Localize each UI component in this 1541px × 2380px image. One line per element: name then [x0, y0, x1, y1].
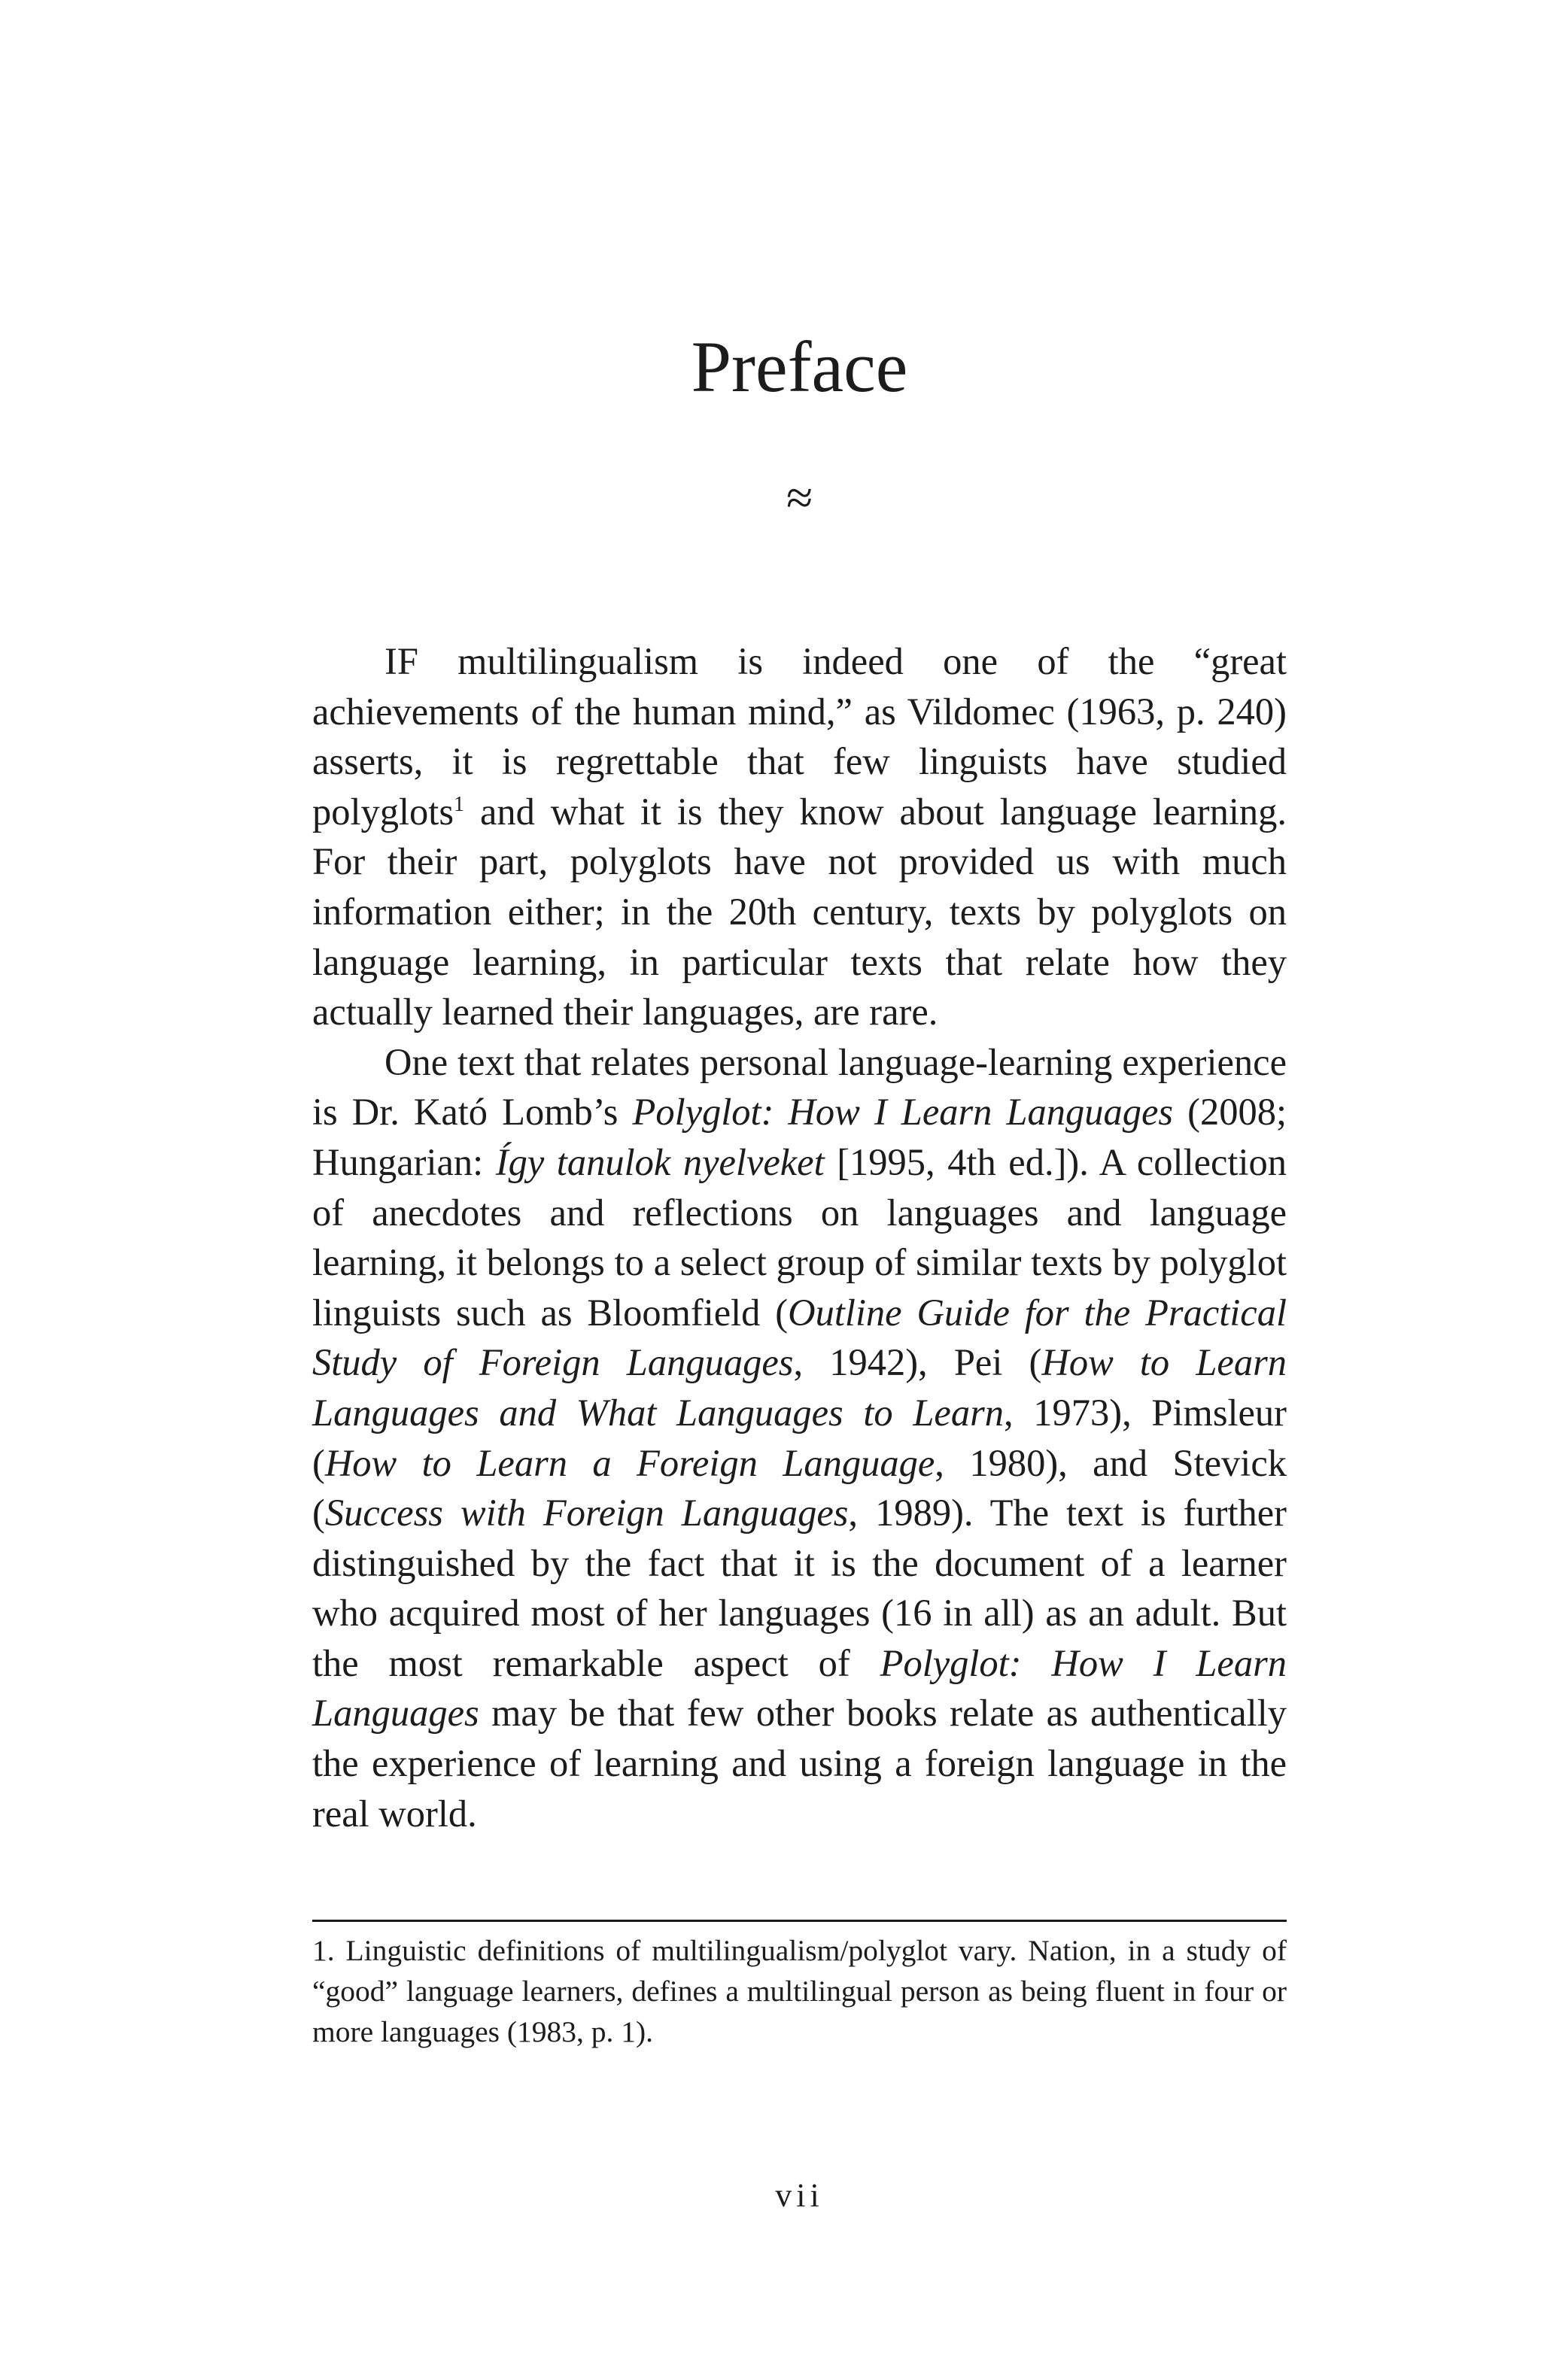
italic-title-text: How to Learn a Foreign Language: [324, 1441, 935, 1484]
footnote: 1. Linguistic definitions of multilingualism/polyglot vary. Nation, in a study of “good” language learners, defines a multilingual person as being fluent in four or more languages (1983, p. 1).: [312, 1934, 1287, 2048]
italic-title-text: Így tanulok nyelveket: [495, 1140, 825, 1183]
italic-title-text: Outline Guide for the Practical Study of Foreign Languages: [312, 1291, 1287, 1384]
body-text: [312, 636, 1287, 1838]
footnote-marker: 1: [454, 792, 464, 816]
paragraph-text: One text that relates personal language-learning experience is Dr. Kató Lomb’s: [312, 1040, 1287, 1134]
footnote-rule: [312, 1920, 1287, 1922]
page-number: vii: [775, 2177, 824, 2214]
body-paragraph: [312, 1037, 1287, 1839]
italic-title-text: How to Learn Languages and What Languages to Learn: [312, 1341, 1287, 1434]
body-paragraph: [312, 636, 1287, 1037]
paragraph-text: , 1973), Pimsleur (: [312, 1391, 1287, 1484]
paragraph-text: [1995, 4th ed.]). A collection of anecdotes and reflections on languages and language learning, it belongs to a select group of similar texts by polyglot linguists such as Bloomfield (: [312, 1140, 1287, 1334]
paragraph-text: and what it is they know about language learning. For their part, polyglots have not provided us with much information either; in the 20th century, texts by polyglots on language learning, in particular texts that relate how they actually learned their languages, are rare.: [312, 790, 1287, 1034]
paragraph-text: , 1989). The text is further distinguished by the fact that it is the document of a learner who acquired most of her languages (16 in all) as an adult. But the most remarkable aspect of: [312, 1492, 1287, 1684]
paragraph-text: (2008; Hungarian:: [312, 1091, 1287, 1183]
chapter-title: Preface: [691, 326, 908, 407]
italic-title-text: Polyglot: How I Learn Languages: [312, 1641, 1287, 1735]
paragraph-text: , 1980), and Stevick (: [312, 1441, 1287, 1535]
italic-title-text: Polyglot: How I Learn Languages: [632, 1091, 1174, 1134]
ornament-divider: ≈: [786, 471, 813, 524]
paragraph-text: IF multilingualism is indeed one of the “great achievements of the human mind,” as Vildomec (1963, p. 240) asserts, it is regrettable that few linguists have studied polyglots: [312, 640, 1287, 833]
paragraph-text: may be that few other books relate as authentically the experience of learning and using a foreign language in the real world.: [312, 1692, 1287, 1835]
paragraph-text: , 1942), Pei (: [793, 1341, 1042, 1384]
italic-title-text: Success with Foreign Languages: [324, 1492, 849, 1535]
